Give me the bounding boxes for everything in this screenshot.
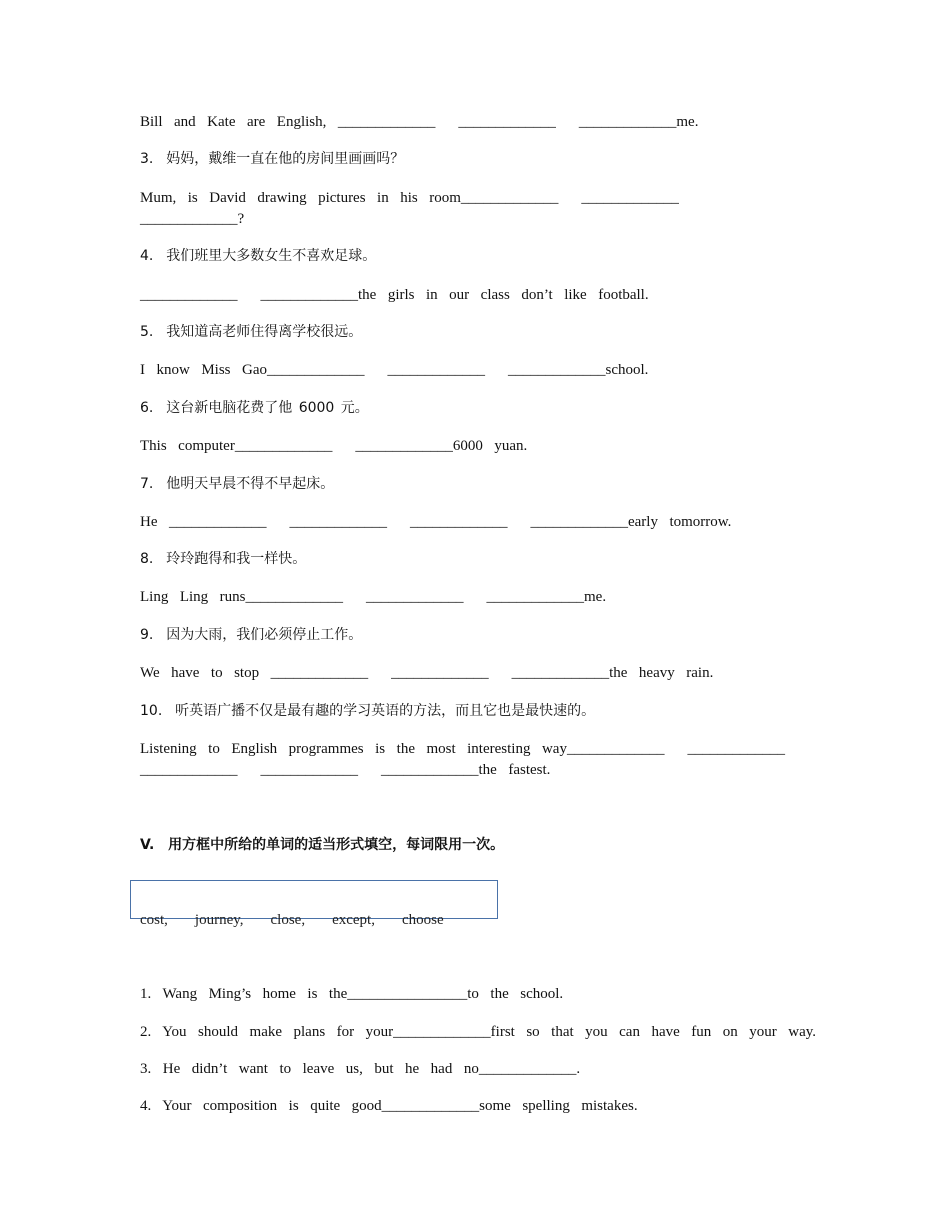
question-3-chinese: 3. 妈妈，戴维一直在他的房间里画画吗？	[140, 151, 405, 167]
question-7-english: He _____________ _____________ _____________ _____________early tomorrow.	[140, 514, 732, 530]
question-6-chinese: 6. 这台新电脑花费了他 6000 元。	[140, 400, 369, 416]
question-3-english: Mum, is David drawing pictures in his room_____________ _____________	[140, 190, 679, 206]
question-10-english: Listening to English programmes is the most interesting way_____________ _____________	[140, 741, 785, 757]
section-5-question-3: 3. He didn’t want to leave us, but he had no_____________.	[140, 1061, 581, 1077]
question-4-chinese: 4. 我们班里大多数女生不喜欢足球。	[140, 248, 377, 264]
question-8-chinese: 8. 玲玲跑得和我一样快。	[140, 551, 307, 567]
section-5-heading: V. 用方框中所给的单词的适当形式填空，每词限用一次。	[140, 837, 505, 853]
question-5-english: I know Miss Gao_____________ _____________ _____________school.	[140, 362, 649, 378]
word-list: cost, journey, close, except, choose	[140, 912, 444, 928]
section-5-question-2: 2. You should make plans for your_____________first so that you can have fun on your way.	[140, 1024, 817, 1040]
question-7-chinese: 7. 他明天早晨不得不早起床。	[140, 476, 335, 492]
question-3-english-cont: _____________?	[140, 211, 245, 227]
question-8-english: Ling Ling runs_____________ _____________ _____________me.	[140, 589, 607, 605]
section-5-question-4: 4. Your composition is quite good_____________some spelling mistakes.	[140, 1098, 638, 1114]
question-10-english-cont: _____________ _____________ _____________the fastest.	[140, 762, 551, 778]
section-5-question-1: 1. Wang Ming’s home is the________________to the school.	[140, 986, 564, 1002]
question-9-chinese: 9. 因为大雨，我们必须停止工作。	[140, 627, 363, 643]
line-bill-kate: Bill and Kate are English, _____________ _____________ _____________me.	[140, 114, 699, 130]
question-4-english: _____________ _____________the girls in our class don’t like football.	[140, 287, 649, 303]
question-9-english: We have to stop _____________ _____________ _____________the heavy rain.	[140, 665, 714, 681]
question-10-chinese: 10. 听英语广播不仅是最有趣的学习英语的方法，而且它也是最快速的。	[140, 703, 596, 719]
question-5-chinese: 5. 我知道高老师住得离学校很远。	[140, 324, 363, 340]
question-6-english: This computer_____________ _____________6000 yuan.	[140, 438, 528, 454]
